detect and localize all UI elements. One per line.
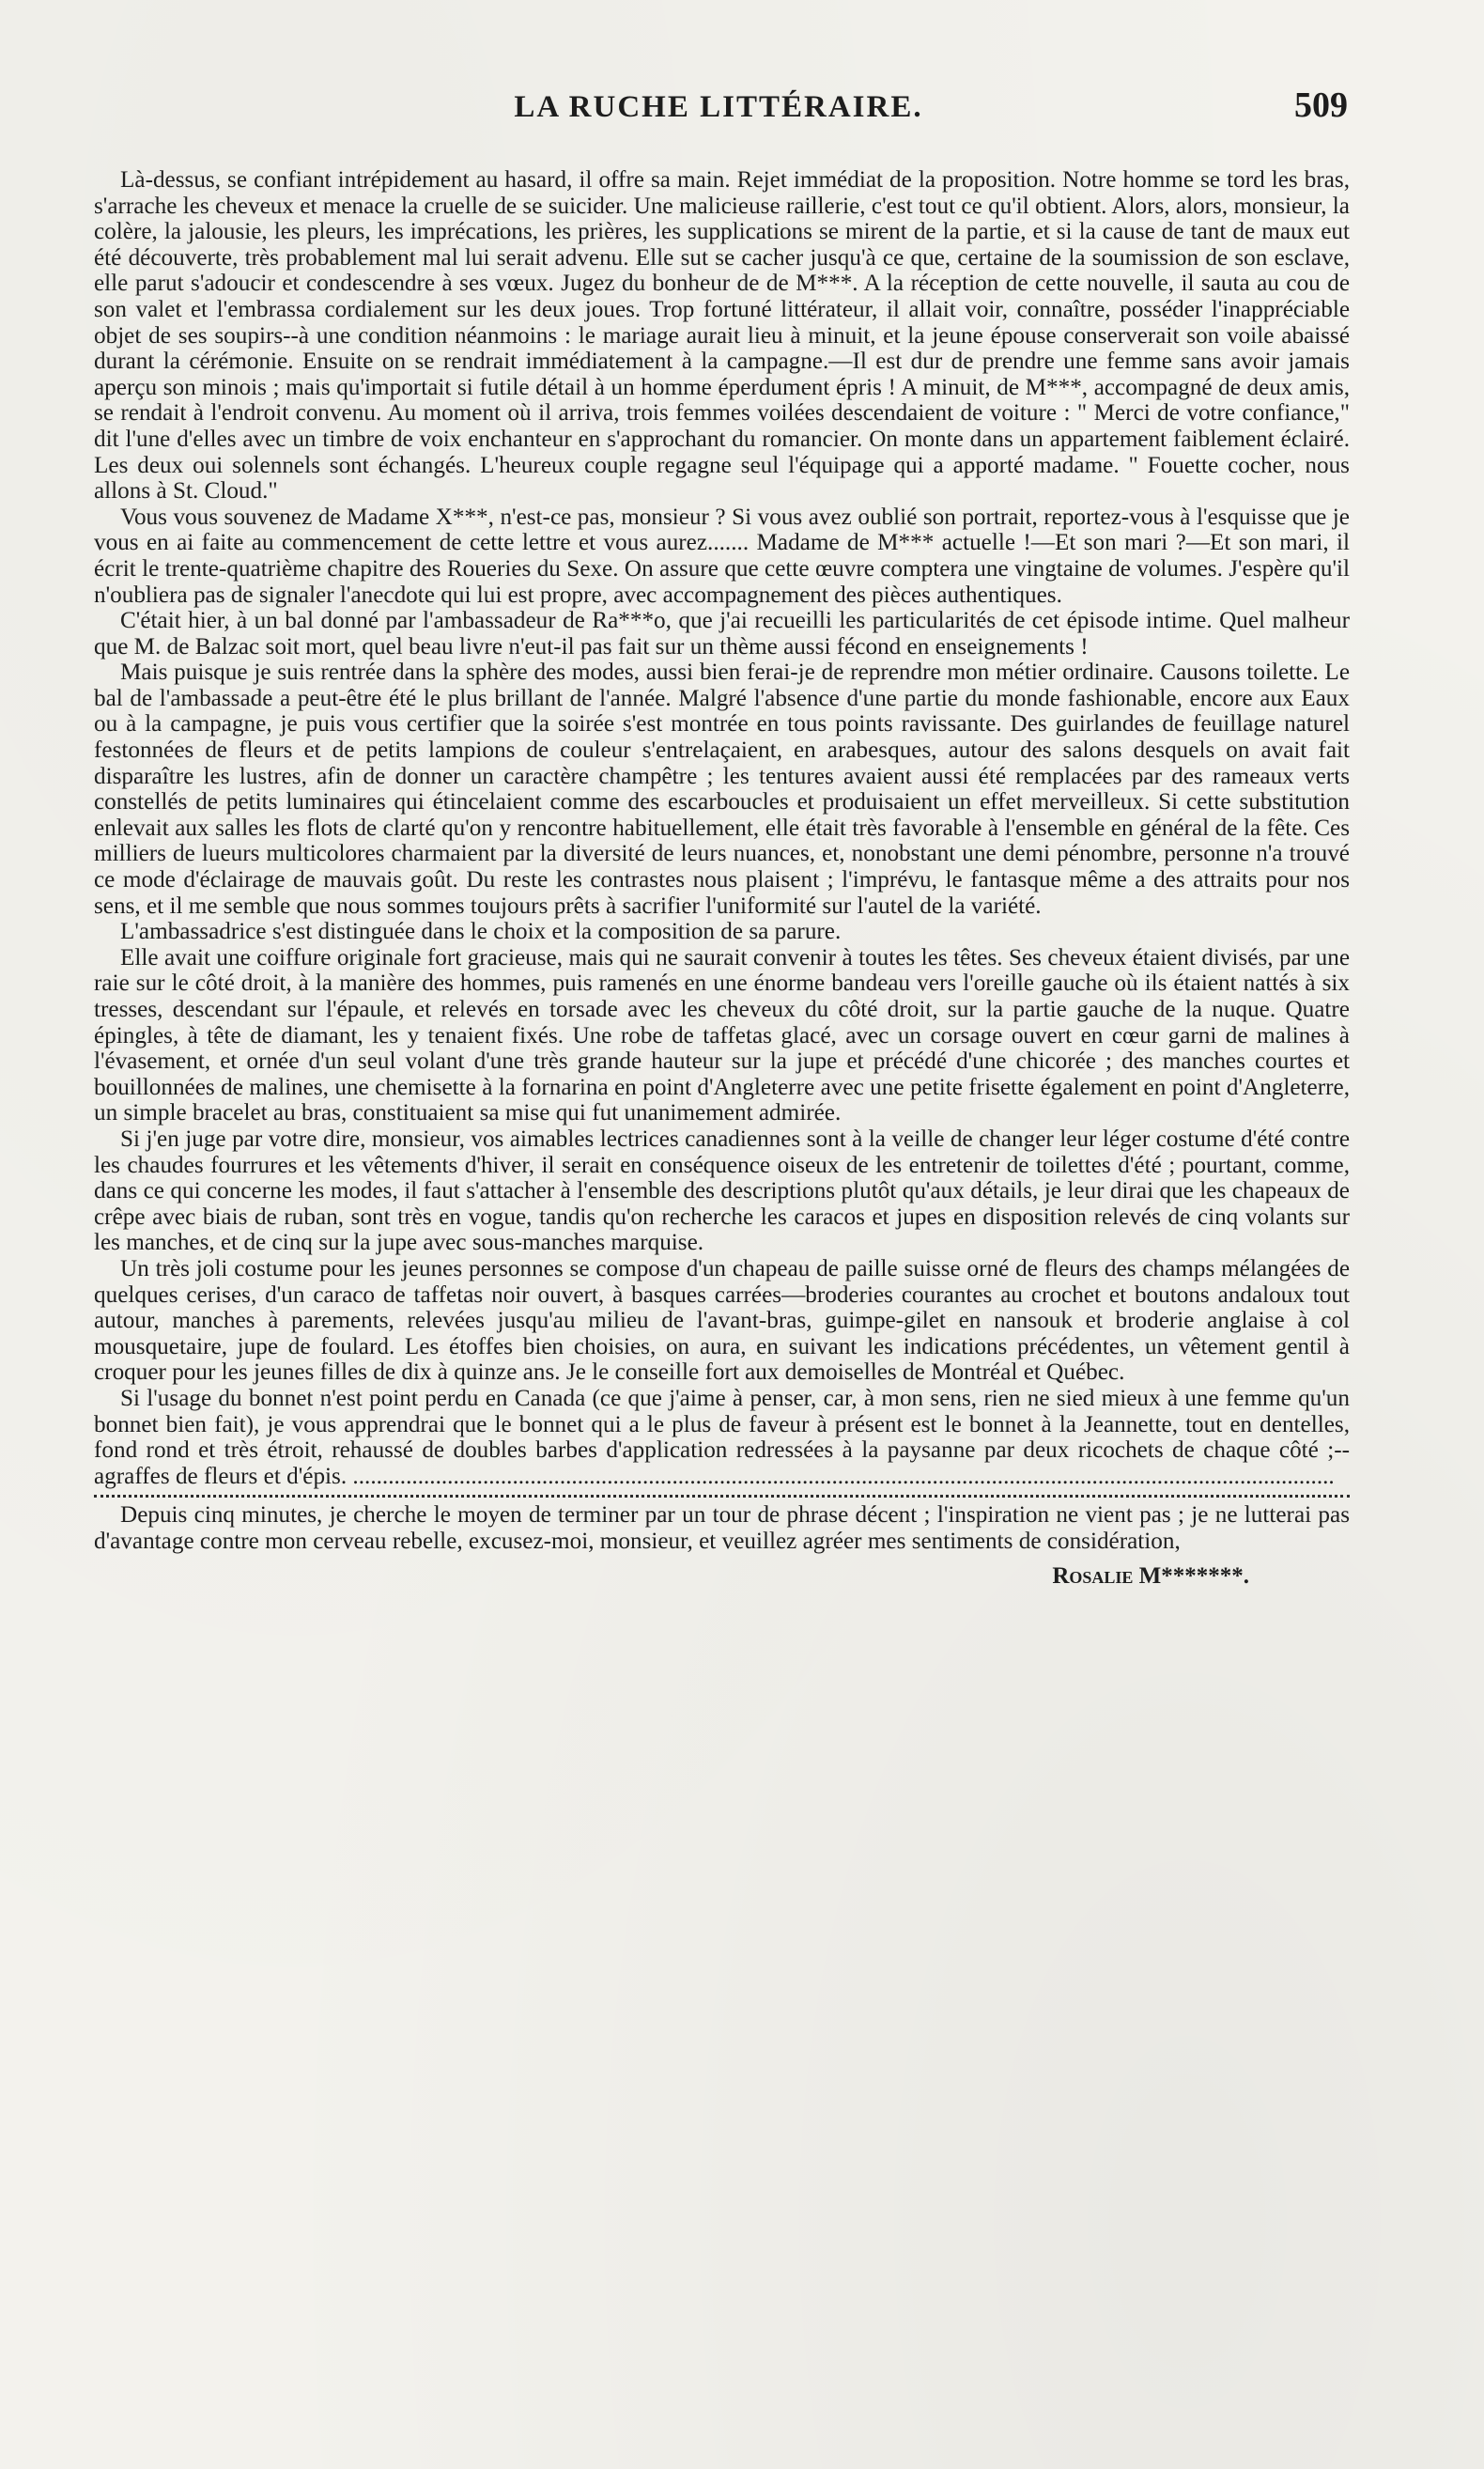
paragraph-5: L'ambassadrice s'est distinguée dans le choix et la composition de sa parure.: [120, 919, 842, 945]
paragraph-8: Un très joli costume pour les jeunes personnes se compose d'un chapeau de paille suisse orné de fleurs des champs mélangées de quelques cerises, d'un caraco de taffetas noir ouvert, à basques carrées—broderies courantes au crochet et boutons andaloux tout autour, manches à parements, relevées jusqu'au milieu de l'avant-bras, guimpe-gilet en nansouk et broderie anglaise à col mousquetaire, jupe de foulard. Les étoffes bien choisies, on aura, en suivant les indications précédentes, un vêtement gentil à croquer pour les jeunes filles de dix à quinze ans. Je le conseille fort aux demoiselles de Montréal et Québec.: [94, 1255, 1350, 1386]
dotted-separator: [94, 1495, 1350, 1498]
paragraph-7: Si j'en juge par votre dire, monsieur, vos aimables lectrices canadiennes sont à la veille de changer leur léger costume d'été contre les chaudes fourrures et les vêtements d'hiver, il serait en conséquence oiseux de les entretenir de toilettes d'été ; pourtant, comme, dans ce qui concerne les modes, il faut s'attacher à l'ensemble des descriptions plutôt qu'aux détails, je leur dirai que les chapeaux de crêpe avec biais de ruban, sont très en vogue, tandis qu'on recherche les caracos et jupes en disposition relevés de cinq volants sur les manches, et de cinq sur la jupe avec sous-manches marquise.: [94, 1126, 1350, 1256]
paragraph-2: Vous vous souvenez de Madame X***, n'est-ce pas, monsieur ? Si vous avez oublié son portrait, reportez-vous à l'esquisse que je vous en ai faite au commencement de cette lettre et vous aurez....... Madame de M*** actuelle !—Et son mari ?—Et son mari, il écrit le trente-quatrième chapitre des Roueries du Sexe. On assure que cette œuvre comptera une vingtaine de volumes. J'espère qu'il n'oubliera pas de signaler l'anecdote qui lui est propre, avec accompagnement des pièces authentiques.: [94, 504, 1350, 608]
closing-paragraph: Depuis cinq minutes, je cherche le moyen de terminer par un tour de phrase décent ; l'inspiration ne vient pas ; je ne lutterai pas d'avantage contre mon cerveau rebelle, excusez-moi, monsieur, et veuillez agréer mes sentiments de considération,: [94, 1502, 1350, 1554]
paragraph-4: Mais puisque je suis rentrée dans la sphère des modes, aussi bien ferai-je de reprendre mon métier ordinaire. Causons toilette. Le bal de l'ambassade a peut-être été le plus brillant de l'année. Malgré l'absence d'une partie du monde fashionable, encore aux Eaux ou à la campagne, je puis vous certifier que la soirée s'est montrée en tous points ravissante. Des guirlandes de feuillage naturel festonnées de fleurs et de petits lampions de couleur s'entrelaçaient, en arabesques, autour des salons desquels on avait fait disparaître les lustres, afin de donner un caractère champêtre ; les tentures avaient aussi été remplacées par des rameaux verts constellés de petits luminaires qui étincelaient comme des escarboucles et produisaient un effet merveilleux. Si cette substitution enlevait aux salles les flots de clarté qu'on y rencontre habituellement, elle était très favorable à l'ensemble en général de la fête. Ces milliers de lueurs multicolores charmaient par la diversité de leurs nuances, et, nonobstant une demi pénombre, personne n'a trouvé ce mode d'éclairage de mauvais goût. Du reste les contrastes nous plaisent ; l'imprévu, le fantasque même a des attraits pour nos sens, et il me semble que nous sommes toujours prêts à sacrifier l'uniformité sur l'autel de la variété.: [94, 660, 1350, 919]
paragraph-9: Si l'usage du bonnet n'est point perdu en Canada (ce que j'aime à penser, car, à mon sens, rien ne sied mieux à une femme qu'un bonnet bien fait), je vous apprendrai que le bonnet qui a le plus de faveur à présent est le bonnet à la Jeannette, tout en dentelles, fond rond et très étroit, rehaussé de doubles barbes d'application redressées à la paysanne par deux ricochets de chaque côté ;--agraffes de fleurs et d'épis. ......................................................................................................................................................................: [94, 1385, 1350, 1489]
paragraph-6: Elle avait une coiffure originale fort gracieuse, mais qui ne saurait convenir à toutes les têtes. Ses cheveux étaient divisés, par une raie sur le côté droit, à la manière des hommes, puis ramenés en une énorme bandeau vers l'oreille gauche où ils étaient nattés à six tresses, descendant sur l'épaule, et relevés en torsade avec les cheveux du côté droit, sur la partie gauche de la nuque. Quatre épingles, à tête de diamant, les y tenaient fixés. Une robe de taffetas glacé, avec un corsage ouvert en cœur garni de malines à l'évasement, et ornée d'un seul volant d'une très grande hauteur sur la jupe et précédé d'une chicorée ; des manches courtes et bouillonnées de malines, une chemisette à la fornarina en point d'Angleterre avec une petite frisette également en point d'Angleterre, un simple bracelet au bras, constituaient sa mise qui fut unanimement admirée.: [94, 944, 1350, 1126]
page-number: 509: [1294, 85, 1348, 125]
article-body: [94, 167, 1350, 1489]
running-title: LA RUCHE LITTÉRAIRE.: [514, 90, 923, 124]
signature: Rosalie M*******.: [1052, 1563, 1249, 1589]
paragraph-1: Là-dessus, se confiant intrépidement au hasard, il offre sa main. Rejet immédiat de la proposition. Notre homme se tord les bras, s'arrache les cheveux et menace la cruelle de se suicider. Une malicieuse raillerie, c'est tout ce qu'il obtient. Alors, alors, monsieur, la colère, la jalousie, les pleurs, les imprécations, les prières, les supplications se mirent de la partie, et si la cause de tant de maux eut été découverte, très probablement mal lui serait advenu. Elle sut se cacher jusqu'à ce que, certaine de la soumission de son esclave, elle parut s'adoucir et condescendre à ses vœux. Jugez du bonheur de de M***. A la réception de cette nouvelle, il sauta au cou de son valet et l'embrassa cordialement sur les deux joues. Trop fortuné littérateur, il allait voir, connaître, posséder l'inappréciable objet de ses soupirs--à une condition néanmoins : le mariage aurait lieu à minuit, et la jeune épouse conserverait son voile abaissé durant la cérémonie. Ensuite on se rendrait immédiatement à la campagne.—Il est dur de prendre une femme sans avoir jamais aperçu son minois ; mais qu'importait si futile détail à un homme éperdument épris ! A minuit, de M***, accompagné de deux amis, se rendait à l'endroit convenu. Au moment où il arriva, trois femmes voilées descendaient de voiture : " Merci de votre confiance," dit l'une d'elles avec un timbre de voix enchanteur en s'approchant du romancier. On monte dans un appartement faiblement éclairé. Les deux oui solennels sont échangés. L'heureux couple regagne seul l'équipage qui a apporté madame. " Fouette cocher, nous allons à St. Cloud.": [94, 167, 1350, 505]
page-header: [89, 85, 1348, 137]
paragraph-3: C'était hier, à un bal donné par l'ambassadeur de Ra***o, que j'ai recueilli les particularités de cet épisode intime. Quel malheur que M. de Balzac soit mort, quel beau livre n'eut-il pas fait sur un thème aussi fécond en enseignements !: [94, 608, 1350, 660]
closing-section: [94, 1502, 1350, 1554]
